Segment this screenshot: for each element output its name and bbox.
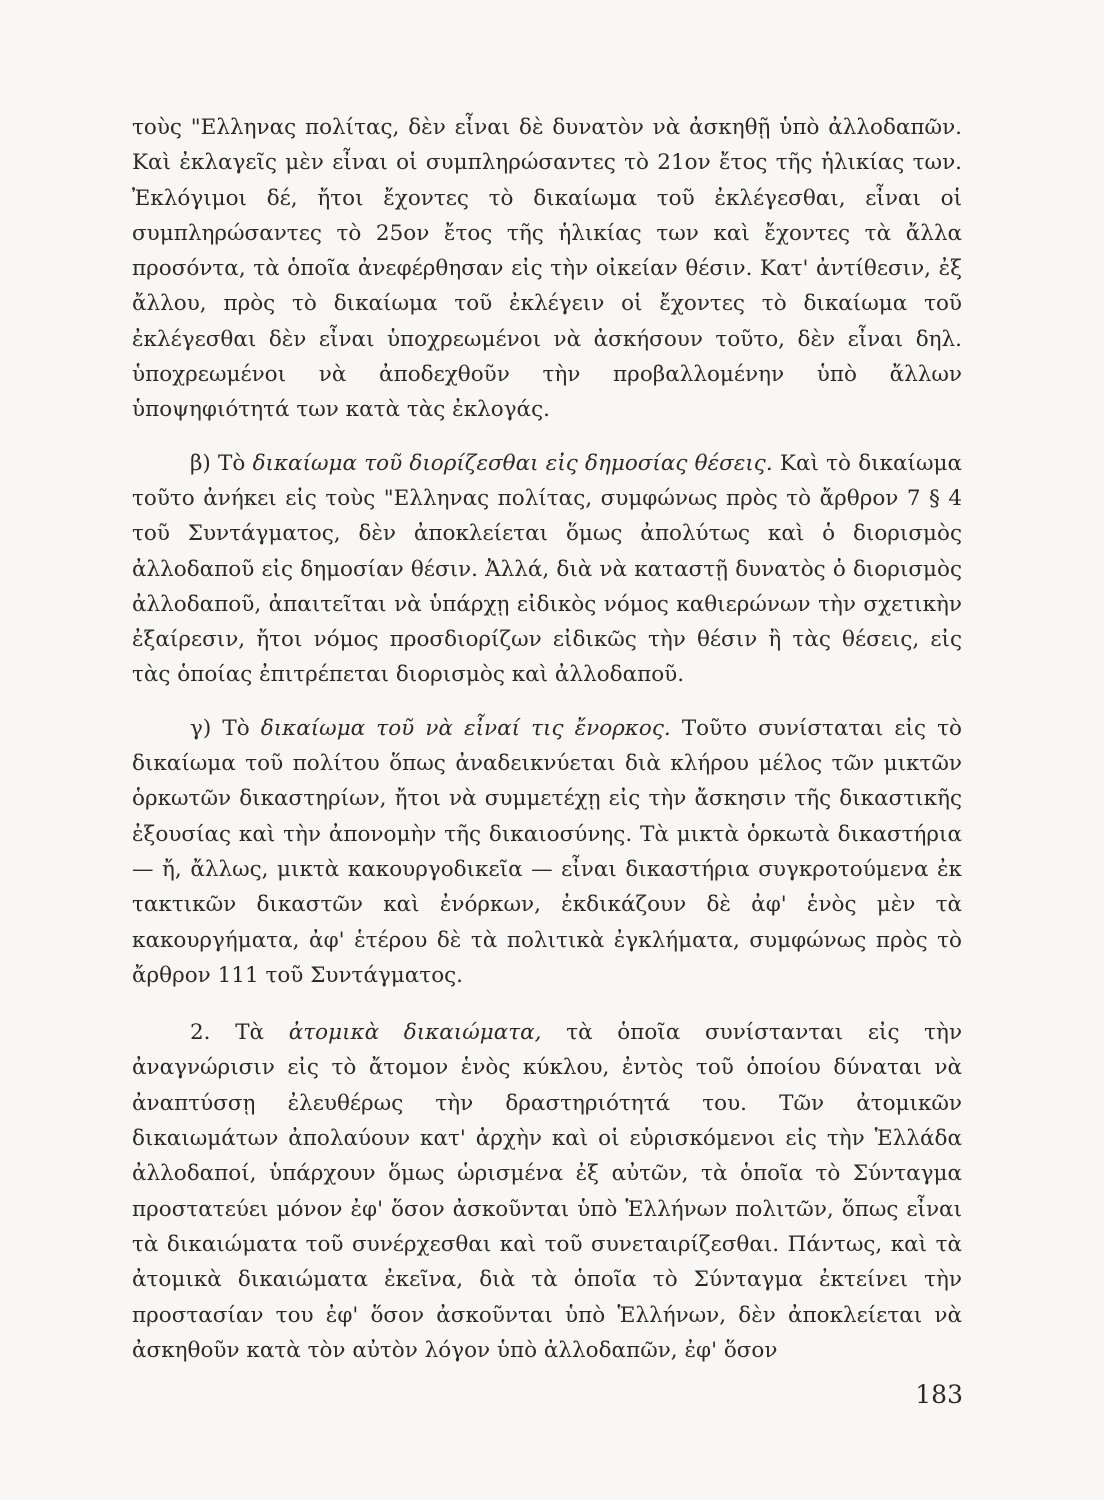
paragraph-lead: γ) Τὸ bbox=[190, 715, 261, 741]
paragraph-lead: β) Τὸ bbox=[190, 450, 253, 476]
paragraph-right-to-be-juror bbox=[132, 711, 962, 993]
paragraph-text: τὰ ὁποῖα συνίστανται εἰς τὴν ἀναγνώρισιν εἰς τὸ ἄτομον ἑνὸς κύκλου, ἐντὸς τοῦ ὁποίου δύναται νὰ ἀναπτύσσῃ ἐλευθέρως τὴν δραστηριότητά του. Τῶν ἀτομικῶν δικαιωμάτων ἀπολαύουν κατ' ἀρχὴν καὶ οἱ εὑρισκόμενοι εἰς τὴν Ἑλλάδα ἀλλοδαποί, ὑπάρχουν ὅμως ὡρισμένα ἐξ αὐτῶν, τὰ ὁποῖα τὸ Σύνταγμα προστατεύει μόνον ἐφ' ὅσον ἀσκοῦνται ὑπὸ Ἑλλήνων πολιτῶν, ὅπως εἶναι τὰ δικαιώματα τοῦ συνέρχεσθαι καὶ τοῦ συνεταιρίζεσθαι. Πάντως, καὶ τὰ ἀτομικὰ δικαιώματα ἐκεῖνα, διὰ τὰ ὁποῖα τὸ Σύνταγμα ἐκτείνει τὴν προστασίαν του ἐφ' ὅσον ἀσκοῦνται ὑπὸ Ἑλλήνων, δὲν ἀποκλείεται νὰ ἀσκηθοῦν κατὰ τὸν αὐτὸν λόγον ὑπὸ ἀλλοδαπῶν, ἐφ' ὅσον bbox=[132, 1020, 963, 1363]
body-text bbox=[132, 110, 962, 1368]
paragraph-electoral-rights bbox=[132, 110, 962, 428]
paragraph-individual-rights bbox=[132, 1015, 962, 1368]
paragraph-text: Τοῦτο συνίσταται εἰς τὸ δικαίωμα τοῦ πολίτου ὅπως ἀναδεικνύεται διὰ κλήρου μέλος τῶν μικτῶν ὁρκωτῶν δικαστηρίων, ἤτοι νὰ συμμετέχῃ εἰς τὴν ἄσκησιν τῆς δικαστικῆς ἐξουσίας καὶ τὴν ἀπονομὴν τῆς δικαιοσύνης. Τὰ μικτὰ ὁρκωτὰ δικαστήρια — ἤ, ἄλλως, μικτὰ κακουργοδικεῖα — εἶναι δικαστήρια συγκροτούμενα ἐκ τακτικῶν δικαστῶν καὶ ἐνόρκων, ἐκδικάζουν δὲ ἀφ' ἑνὸς μὲν τὰ κακουργήματα, ἀφ' ἑτέρου δὲ τὰ πολιτικὰ ἐγκλήματα, συμφώνως πρὸς τὸ ἄρθρον 111 τοῦ Συντάγματος. bbox=[132, 715, 962, 988]
paragraph-italic-heading: ἀτομικὰ δικαιώματα, bbox=[288, 1020, 542, 1046]
paragraph-right-to-public-office bbox=[132, 446, 962, 693]
paragraph-text: Καὶ τὸ δικαίωμα τοῦτο ἀνήκει εἰς τοὺς "Ελληνας πολίτας, συμφώνως πρὸς τὸ ἄρθρον 7 § 4 τοῦ Συντάγματος, δὲν ἀποκλείεται ὅμως ἀπολύτως καὶ ὁ διορισμὸς ἀλλοδαποῦ εἰς δημοσίαν θέσιν. Ἀλλά, διὰ νὰ καταστῇ δυνατὸς ὁ διορισμὸς ἀλλοδαποῦ, ἀπαιτεῖται νὰ ὑπάρχῃ εἰδικὸς νόμος καθιερώνων τὴν σχετικὴν ἐξαίρεσιν, ἤτοι νόμος προσδιορίζων εἰδικῶς τὴν θέσιν ἢ τὰς θέσεις, εἰς τὰς ὁποίας ἐπιτρέπεται διορισμὸς καὶ ἀλλοδαποῦ. bbox=[132, 450, 963, 688]
paragraph-italic-heading: δικαίωμα τοῦ νὰ εἶναί τις ἔνορκος. bbox=[260, 715, 671, 741]
paragraph-text: τοὺς "Ελληνας πολίτας, δὲν εἶναι δὲ δυνατὸν νὰ ἀσκηθῇ ὑπὸ ἀλλοδαπῶν. Καὶ ἐκλαγεῖς μὲν εἶναι οἱ συμπληρώσαντες τὸ 21ον ἔτος τῆς ἡλικίας των. Ἐκλόγιμοι δέ, ἤτοι ἔχοντες τὸ δικαίωμα τοῦ ἐκλέγεσθαι, εἶναι οἱ συμπληρώσαντες τὸ 25ον ἔτος τῆς ἡλικίας των καὶ ἔχοντες τὰ ἄλλα προσόντα, τὰ ὁποῖα ἀνεφέρθησαν εἰς τὴν οἰκείαν θέσιν. Κατ' ἀντίθεσιν, ἐξ ἄλλου, πρὸς τὸ δικαίωμα τοῦ ἐκλέγειν οἱ ἔχοντες τὸ δικαίωμα τοῦ ἐκλέγεσθαι δὲν εἶναι ὑποχρεωμένοι νὰ ἀσκήσουν τοῦτο, δὲν εἶναι δηλ. ὑποχρεωμένοι νὰ ἀποδεχθοῦν τὴν προβαλλομένην ὑπὸ ἄλλων ὑποψηφιότητά των κατὰ τὰς ἐκλογάς. bbox=[132, 115, 962, 423]
paragraph-italic-heading: δικαίωμα τοῦ διορίζεσθαι εἰς δημοσίας θέσεις. bbox=[252, 450, 773, 476]
page-number: 183 bbox=[915, 1380, 963, 1409]
paragraph-lead: 2. Τὰ bbox=[190, 1020, 289, 1046]
